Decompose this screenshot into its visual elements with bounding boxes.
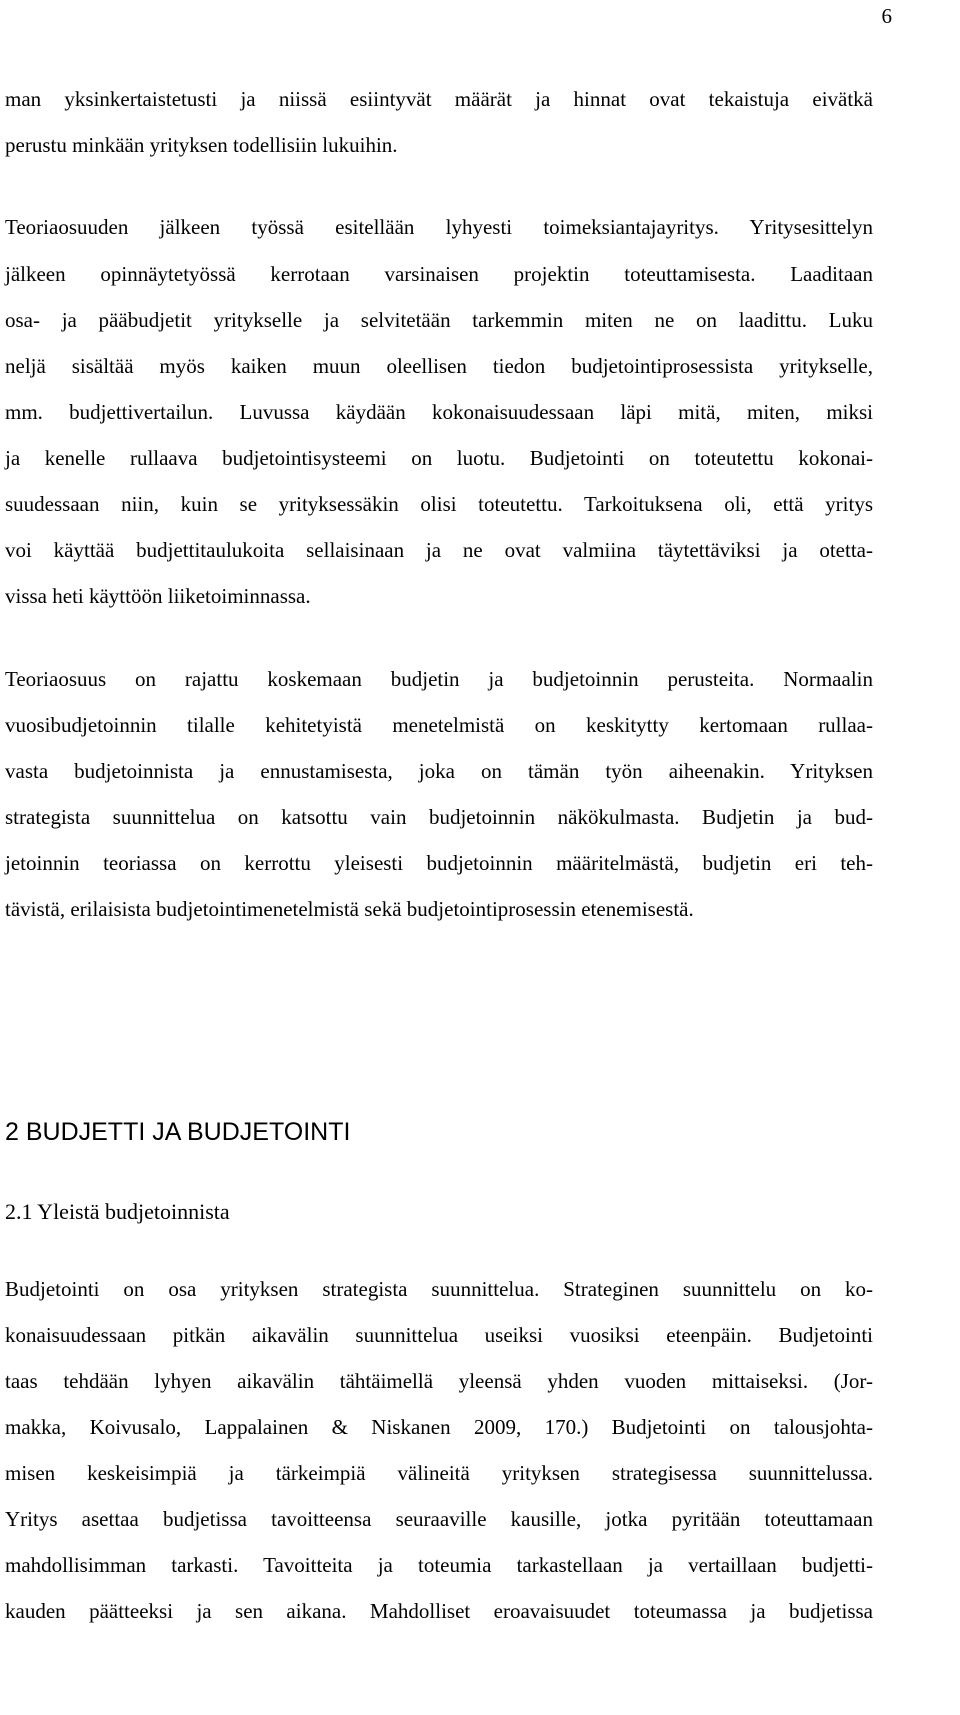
text-line: mm. budjettivertailun. Luvussa käydään kokonaisuudessaan läpi mitä, miten, miksi xyxy=(5,400,873,424)
text-line: Teoriaosuuden jälkeen työssä esitellään lyhyesti toimeksiantajayritys. Yritysesittelyn xyxy=(5,215,873,239)
text-line: taas tehdään lyhyen aikavälin tähtäimellä yleensä yhden vuoden mittaiseksi. (Jor- xyxy=(5,1369,873,1393)
text-line: tävistä, erilaisista budjetointimenetelmistä sekä budjetointiprosessin etenemisestä. xyxy=(5,897,694,921)
text-line: man yksinkertaistetusti ja niissä esiintyvät määrät ja hinnat ovat tekaistuja eivätkä xyxy=(5,87,873,111)
text-line: voi käyttää budjettitaulukoita sellaisinaan ja ne ovat valmiina täytettäviksi ja otetta- xyxy=(5,538,873,562)
text-line: makka, Koivusalo, Lappalainen & Niskanen 2009, 170.) Budjetointi on talousjohta- xyxy=(5,1415,873,1439)
text-line: kauden päätteeksi ja sen aikana. Mahdolliset eroavaisuudet toteumassa ja budjetissa xyxy=(5,1599,873,1623)
text-line: jälkeen opinnäytetyössä kerrotaan varsinaisen projektin toteuttamisesta. Laaditaan xyxy=(5,262,873,286)
text-line: vissa heti käyttöön liiketoiminnassa. xyxy=(5,584,311,608)
text-line: Teoriaosuus on rajattu koskemaan budjetin ja budjetoinnin perusteita. Normaalin xyxy=(5,667,873,691)
page-number: 6 xyxy=(881,4,892,28)
text-line: suudessaan niin, kuin se yrityksessäkin olisi toteutettu. Tarkoituksena oli, että yritys xyxy=(5,492,873,516)
text-line: misen keskeisimpiä ja tärkeimpiä välineitä yrityksen strategisessa suunnittelussa. xyxy=(5,1461,873,1485)
text-line: vasta budjetoinnista ja ennustamisesta, joka on tämän työn aiheenakin. Yrityksen xyxy=(5,759,873,783)
chapter-heading: 2 BUDJETTI JA BUDJETOINTI xyxy=(5,1118,351,1146)
text-line: strategista suunnittelua on katsottu vain budjetoinnin näkökulmasta. Budjetin ja bud- xyxy=(5,805,873,829)
text-line: mahdollisimman tarkasti. Tavoitteita ja toteumia tarkastellaan ja vertaillaan budjetti- xyxy=(5,1553,873,1577)
section-heading: 2.1 Yleistä budjetoinnista xyxy=(5,1199,230,1224)
text-line: perustu minkään yrityksen todellisiin lukuihin. xyxy=(5,133,398,157)
text-line: Budjetointi on osa yrityksen strategista suunnittelua. Strateginen suunnittelu on ko- xyxy=(5,1277,873,1301)
text-line: konaisuudessaan pitkän aikavälin suunnittelua useiksi vuosiksi eteenpäin. Budjetointi xyxy=(5,1323,873,1347)
text-line: neljä sisältää myös kaiken muun oleellisen tiedon budjetointiprosessista yritykselle, xyxy=(5,354,873,378)
text-line: vuosibudjetoinnin tilalle kehitetyistä menetelmistä on keskitytty kertomaan rullaa- xyxy=(5,713,873,737)
text-line: jetoinnin teoriassa on kerrottu yleisesti budjetoinnin määritelmästä, budjetin eri teh- xyxy=(5,851,873,875)
text-line: ja kenelle rullaava budjetointisysteemi on luotu. Budjetointi on toteutettu kokonai- xyxy=(5,446,873,470)
text-line: Yritys asettaa budjetissa tavoitteensa seuraaville kausille, jotka pyritään toteuttamaan xyxy=(5,1507,873,1531)
text-line: osa- ja pääbudjetit yritykselle ja selvitetään tarkemmin miten ne on laadittu. Luku xyxy=(5,308,873,332)
